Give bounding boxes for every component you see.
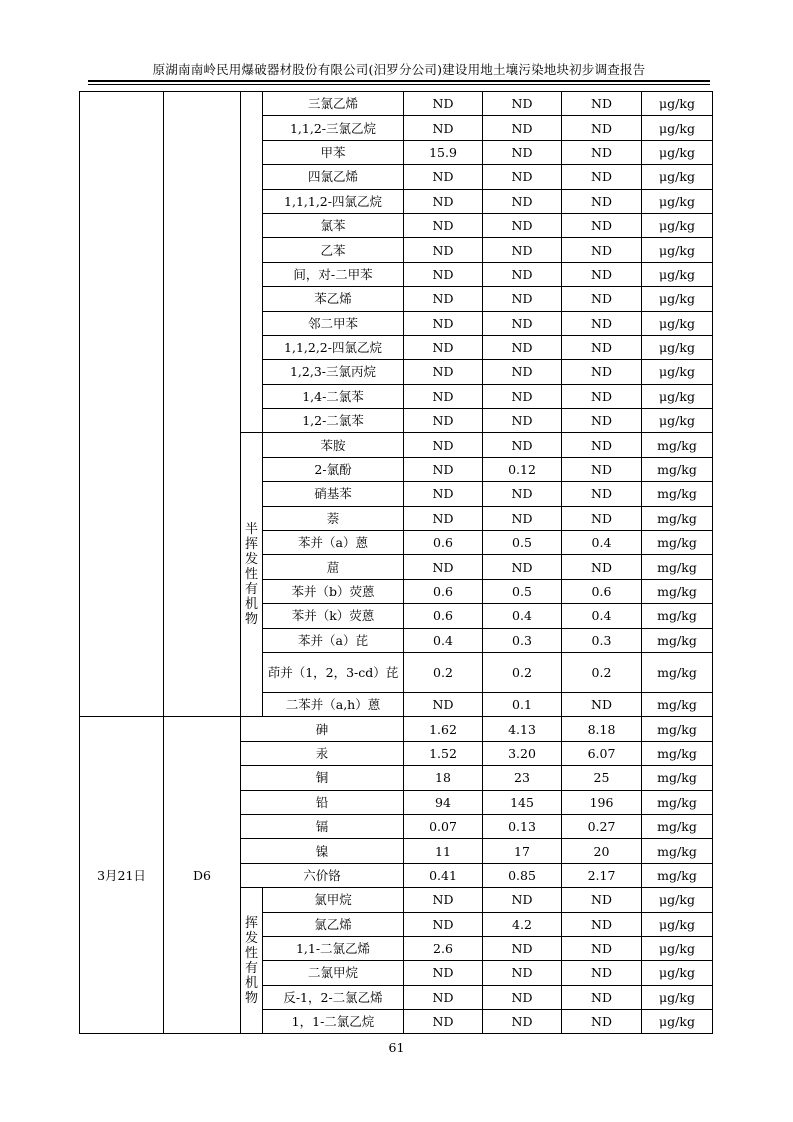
value-3: ND (562, 433, 642, 457)
value-2: ND (483, 213, 562, 237)
unit: μg/kg (642, 409, 713, 433)
value-3: ND (562, 482, 642, 506)
value-2: ND (483, 92, 562, 116)
value-2: 0.3 (483, 628, 562, 652)
analyte-name: 镉 (241, 814, 404, 838)
table-row (80, 92, 713, 116)
unit: mg/kg (642, 579, 713, 603)
value-2: 4.13 (483, 717, 562, 741)
value-2: ND (483, 140, 562, 164)
value-3: ND (562, 213, 642, 237)
value-3: ND (562, 457, 642, 481)
analyte-name: 二苯并（a,h）蒽 (263, 692, 404, 716)
value-3: ND (562, 888, 642, 912)
value-3: ND (562, 506, 642, 530)
site-cell-blank (164, 92, 241, 717)
value-2: ND (483, 1010, 562, 1034)
analyte-name: 氯甲烷 (263, 888, 404, 912)
value-1: 15.9 (404, 140, 483, 164)
analyte-name: 六价铬 (241, 863, 404, 887)
value-2: ND (483, 936, 562, 960)
analyte-name: 1，1-二氯乙烷 (263, 1010, 404, 1034)
unit: mg/kg (642, 814, 713, 838)
value-2: ND (483, 360, 562, 384)
value-2: ND (483, 409, 562, 433)
value-3: ND (562, 384, 642, 408)
unit: mg/kg (642, 692, 713, 716)
group-label-svoc (241, 433, 263, 717)
unit: mg/kg (642, 628, 713, 652)
analyte-name: 氯乙烯 (263, 912, 404, 936)
unit: μg/kg (642, 189, 713, 213)
analyte-name: 茚并（1，2，3-cd）芘 (263, 652, 404, 692)
analyte-name: 1,1,2-三氯乙烷 (263, 116, 404, 140)
soil-results-table (79, 91, 713, 1034)
value-1: 11 (404, 839, 483, 863)
value-2: ND (483, 433, 562, 457)
analyte-name: 1,2,3-三氯丙烷 (263, 360, 404, 384)
group-label-voc-text: 挥发性有机物 (244, 915, 258, 1006)
value-2: ND (483, 985, 562, 1009)
unit: mg/kg (642, 717, 713, 741)
header-rule-thin (88, 84, 710, 85)
analyte-name: 1,1,1,2-四氯乙烷 (263, 189, 404, 213)
value-1: ND (404, 409, 483, 433)
value-1: ND (404, 888, 483, 912)
value-2: ND (483, 888, 562, 912)
value-3: ND (562, 238, 642, 262)
unit: mg/kg (642, 433, 713, 457)
value-1: ND (404, 262, 483, 286)
unit: mg/kg (642, 604, 713, 628)
unit: mg/kg (642, 531, 713, 555)
analyte-name: 铜 (241, 766, 404, 790)
value-1: 0.6 (404, 579, 483, 603)
value-2: ND (483, 384, 562, 408)
value-1: ND (404, 165, 483, 189)
unit: μg/kg (642, 936, 713, 960)
value-2: 0.5 (483, 531, 562, 555)
value-3: 20 (562, 839, 642, 863)
value-1: ND (404, 433, 483, 457)
unit: mg/kg (642, 839, 713, 863)
value-3: ND (562, 287, 642, 311)
unit: mg/kg (642, 555, 713, 579)
value-3: ND (562, 360, 642, 384)
group-label-voc (241, 888, 263, 1034)
value-2: 0.85 (483, 863, 562, 887)
value-3: 0.2 (562, 652, 642, 692)
value-1: 0.2 (404, 652, 483, 692)
value-3: 2.17 (562, 863, 642, 887)
value-1: ND (404, 116, 483, 140)
analyte-name: 乙苯 (263, 238, 404, 262)
value-2: 4.2 (483, 912, 562, 936)
value-1: 0.41 (404, 863, 483, 887)
value-3: 6.07 (562, 741, 642, 765)
unit: μg/kg (642, 912, 713, 936)
value-1: ND (404, 92, 483, 116)
analyte-name: 䓛 (263, 555, 404, 579)
analyte-name: 砷 (241, 717, 404, 741)
analyte-name: 汞 (241, 741, 404, 765)
value-2: ND (483, 238, 562, 262)
unit: μg/kg (642, 262, 713, 286)
value-3: ND (562, 311, 642, 335)
value-2: 145 (483, 790, 562, 814)
value-2: ND (483, 165, 562, 189)
value-3: ND (562, 409, 642, 433)
analyte-name: 甲苯 (263, 140, 404, 164)
value-2: ND (483, 961, 562, 985)
unit: μg/kg (642, 213, 713, 237)
value-1: ND (404, 213, 483, 237)
value-2: 0.1 (483, 692, 562, 716)
value-2: ND (483, 506, 562, 530)
analyte-name: 1,1-二氯乙烯 (263, 936, 404, 960)
value-1: 0.07 (404, 814, 483, 838)
value-1: ND (404, 238, 483, 262)
value-1: 1.52 (404, 741, 483, 765)
value-3: ND (562, 936, 642, 960)
value-3: ND (562, 335, 642, 359)
value-3: ND (562, 165, 642, 189)
value-3: 8.18 (562, 717, 642, 741)
analyte-name: 苯乙烯 (263, 287, 404, 311)
page-number: 61 (388, 1040, 405, 1055)
group-cell-continued (241, 92, 263, 433)
value-3: ND (562, 116, 642, 140)
value-2: ND (483, 335, 562, 359)
value-2: 0.2 (483, 652, 562, 692)
value-3: ND (562, 985, 642, 1009)
unit: μg/kg (642, 335, 713, 359)
unit: μg/kg (642, 92, 713, 116)
unit: μg/kg (642, 140, 713, 164)
value-2: 0.13 (483, 814, 562, 838)
analyte-name: 苯并（a）芘 (263, 628, 404, 652)
analyte-name: 三氯乙烯 (263, 92, 404, 116)
value-3: ND (562, 555, 642, 579)
value-2: ND (483, 482, 562, 506)
value-3: 0.27 (562, 814, 642, 838)
analyte-name: 1,2-二氯苯 (263, 409, 404, 433)
sampling-site: D6 (164, 717, 241, 1034)
header-rule-thick (88, 80, 710, 82)
analyte-name: 1,1,2,2-四氯乙烷 (263, 335, 404, 359)
value-1: 1.62 (404, 717, 483, 741)
value-3: ND (562, 189, 642, 213)
value-2: 17 (483, 839, 562, 863)
value-2: 0.12 (483, 457, 562, 481)
unit: μg/kg (642, 238, 713, 262)
value-3: ND (562, 912, 642, 936)
unit: mg/kg (642, 863, 713, 887)
unit: mg/kg (642, 741, 713, 765)
unit: μg/kg (642, 311, 713, 335)
analyte-name: 铅 (241, 790, 404, 814)
analyte-name: 萘 (263, 506, 404, 530)
unit: μg/kg (642, 1010, 713, 1034)
analyte-name: 1,4-二氯苯 (263, 384, 404, 408)
unit: mg/kg (642, 652, 713, 692)
value-1: ND (404, 311, 483, 335)
value-1: 94 (404, 790, 483, 814)
value-1: ND (404, 335, 483, 359)
analyte-name: 二氯甲烷 (263, 961, 404, 985)
analyte-name: 苯胺 (263, 433, 404, 457)
value-3: ND (562, 262, 642, 286)
value-1: ND (404, 457, 483, 481)
value-3: 25 (562, 766, 642, 790)
group-label-svoc-text: 半挥发性有机物 (244, 522, 258, 628)
analyte-name: 硝基苯 (263, 482, 404, 506)
table-row (80, 717, 713, 741)
value-1: ND (404, 912, 483, 936)
analyte-name: 镍 (241, 839, 404, 863)
value-1: ND (404, 1010, 483, 1034)
value-2: ND (483, 116, 562, 140)
value-1: ND (404, 985, 483, 1009)
value-2: 23 (483, 766, 562, 790)
value-3: 0.3 (562, 628, 642, 652)
value-1: ND (404, 482, 483, 506)
value-1: 0.4 (404, 628, 483, 652)
value-1: 18 (404, 766, 483, 790)
value-3: ND (562, 961, 642, 985)
value-2: ND (483, 287, 562, 311)
value-3: 0.4 (562, 604, 642, 628)
unit: mg/kg (642, 482, 713, 506)
value-1: ND (404, 961, 483, 985)
value-1: ND (404, 555, 483, 579)
value-3: ND (562, 692, 642, 716)
value-2: 3.20 (483, 741, 562, 765)
value-3: 0.6 (562, 579, 642, 603)
page-header-title: 原湖南南岭民用爆破器材股份有限公司(汨罗分公司)建设用地土壤污染地块初步调查报告 (152, 62, 646, 77)
value-1: ND (404, 692, 483, 716)
unit: μg/kg (642, 888, 713, 912)
unit: mg/kg (642, 457, 713, 481)
unit: mg/kg (642, 766, 713, 790)
analyte-name: 氯苯 (263, 213, 404, 237)
value-2: ND (483, 555, 562, 579)
analyte-name: 苯并（a）蒽 (263, 531, 404, 555)
value-2: 0.4 (483, 604, 562, 628)
analyte-name: 2-氯酚 (263, 457, 404, 481)
value-1: ND (404, 360, 483, 384)
unit: μg/kg (642, 985, 713, 1009)
value-1: 2.6 (404, 936, 483, 960)
value-1: 0.6 (404, 531, 483, 555)
unit: μg/kg (642, 165, 713, 189)
sampling-date: 3月21日 (80, 717, 164, 1034)
unit: μg/kg (642, 287, 713, 311)
value-2: 0.5 (483, 579, 562, 603)
table-body (80, 92, 713, 1034)
value-1: ND (404, 384, 483, 408)
analyte-name: 反-1，2-二氯乙烯 (263, 985, 404, 1009)
analyte-name: 苯并（k）荧蒽 (263, 604, 404, 628)
unit: μg/kg (642, 961, 713, 985)
analyte-name: 四氯乙烯 (263, 165, 404, 189)
analyte-name: 邻二甲苯 (263, 311, 404, 335)
value-3: ND (562, 92, 642, 116)
unit: μg/kg (642, 116, 713, 140)
value-2: ND (483, 189, 562, 213)
value-1: ND (404, 506, 483, 530)
analyte-name: 苯并（b）荧蒽 (263, 579, 404, 603)
value-2: ND (483, 262, 562, 286)
value-3: ND (562, 1010, 642, 1034)
value-3: ND (562, 140, 642, 164)
unit: μg/kg (642, 360, 713, 384)
unit: mg/kg (642, 790, 713, 814)
value-1: ND (404, 287, 483, 311)
unit: μg/kg (642, 384, 713, 408)
value-2: ND (483, 311, 562, 335)
value-1: 0.6 (404, 604, 483, 628)
value-3: 0.4 (562, 531, 642, 555)
analyte-name: 间，对-二甲苯 (263, 262, 404, 286)
date-cell-blank (80, 92, 164, 717)
value-3: 196 (562, 790, 642, 814)
value-1: ND (404, 189, 483, 213)
unit: mg/kg (642, 506, 713, 530)
